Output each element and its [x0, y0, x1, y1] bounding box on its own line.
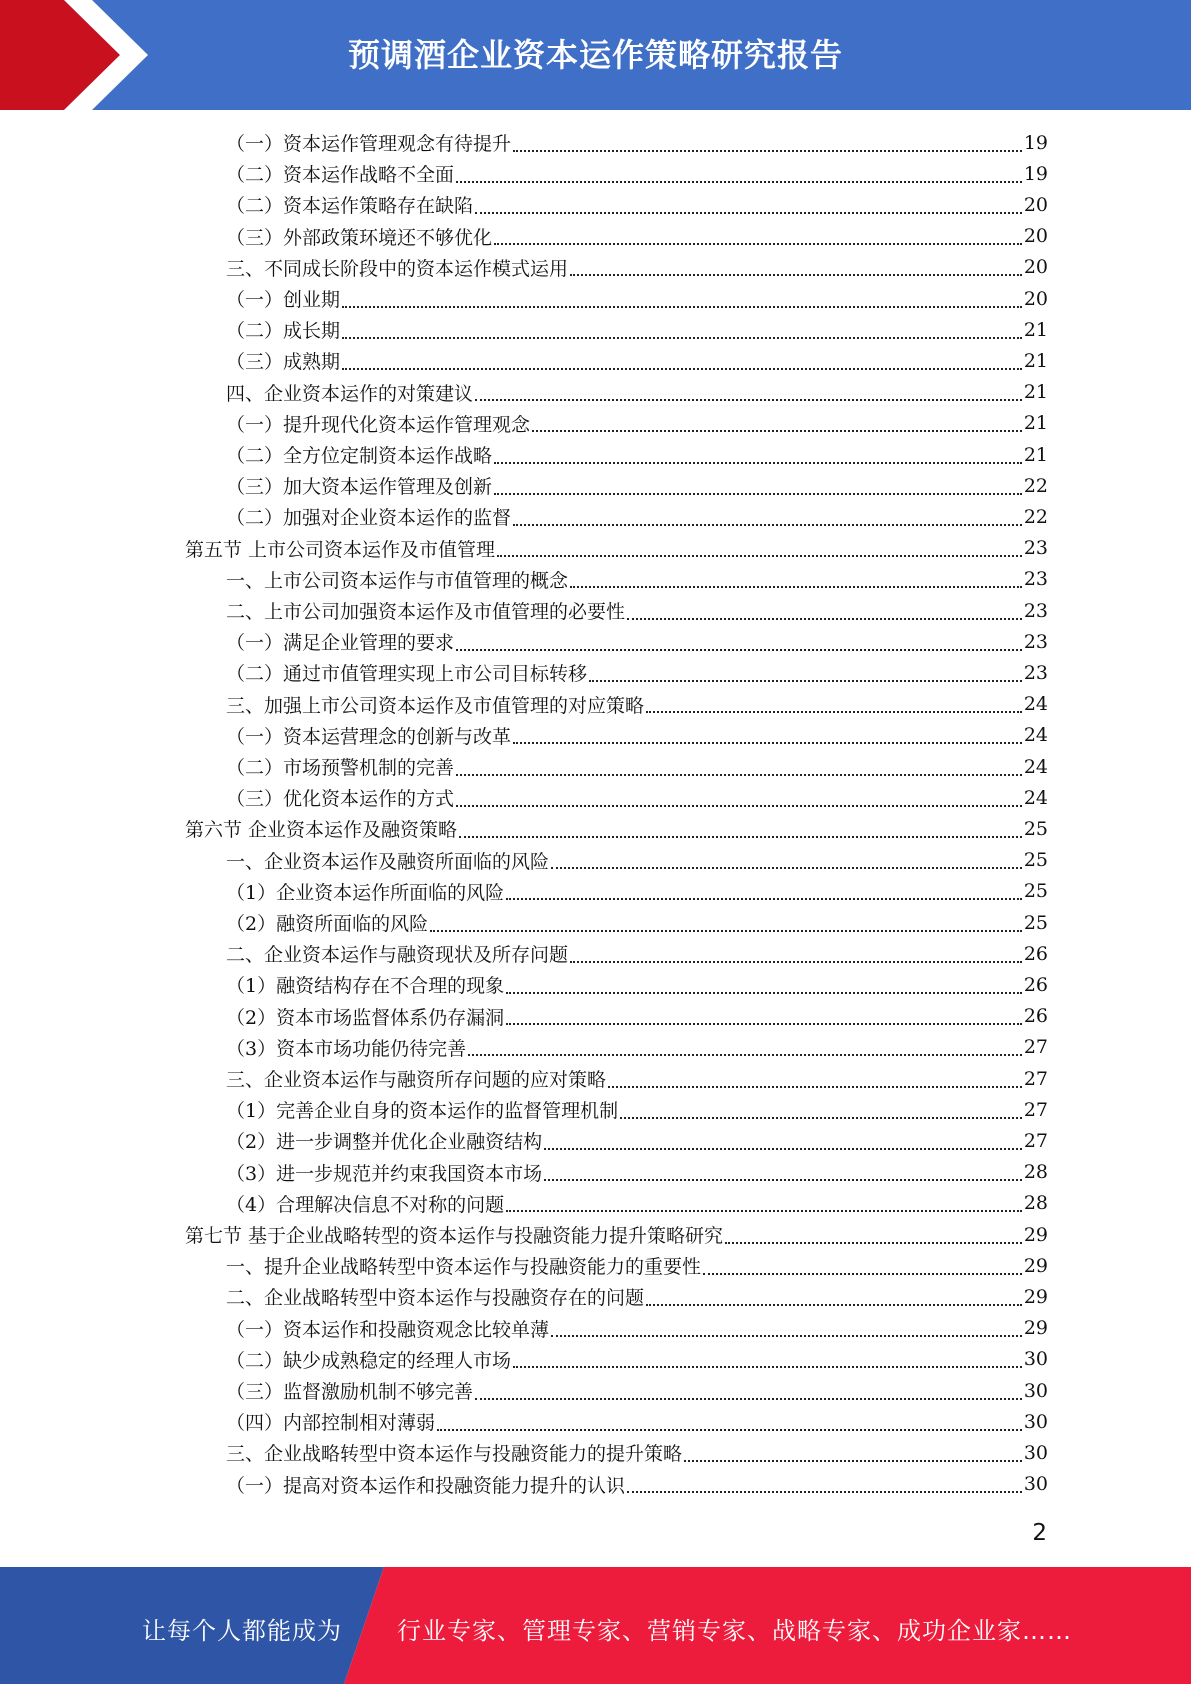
- toc-entry[interactable]: [226, 564, 1048, 595]
- toc-entry-page: 26: [1023, 942, 1048, 965]
- toc-leader-dots: [437, 1429, 1022, 1431]
- toc-entry[interactable]: [226, 1063, 1048, 1094]
- toc-entry-label: 一、上市公司资本运作与市值管理的概念: [226, 569, 569, 592]
- toc-leader-dots: [513, 524, 1022, 526]
- toc-leader-dots: [646, 1304, 1022, 1306]
- toc-entry-page: 23: [1023, 599, 1048, 622]
- toc-entry-label: （一）创业期: [226, 289, 341, 311]
- toc-leader-dots: [456, 774, 1022, 776]
- toc-entry-page: 22: [1023, 505, 1048, 528]
- toc-entry[interactable]: [226, 1437, 1048, 1468]
- toc-entry-page: 30: [1023, 1379, 1048, 1402]
- toc-leader-dots: [570, 274, 1022, 276]
- toc-entry-label: 四、企业资本运作的对策建议: [226, 382, 474, 405]
- toc-entry[interactable]: [226, 283, 1048, 314]
- toc-entry[interactable]: [226, 969, 1048, 1000]
- toc-leader-dots: [494, 462, 1022, 464]
- toc-entry-label: （二）资本运作策略存在缺陷: [226, 195, 474, 218]
- toc-leader-dots: [468, 1054, 1022, 1056]
- toc-entry-label: （二）缺少成熟稳定的经理人市场: [226, 1349, 512, 1372]
- toc-entry-label: 一、企业资本运作及融资所面临的风险: [226, 850, 550, 873]
- toc-leader-dots: [456, 181, 1022, 183]
- toc-entry-label: （4）合理解决信息不对称的问题: [226, 1193, 505, 1216]
- toc-entry[interactable]: [226, 1001, 1048, 1032]
- toc-entry-page: 26: [1023, 973, 1048, 996]
- toc-leader-dots: [544, 1148, 1022, 1150]
- toc-entry[interactable]: [226, 1469, 1048, 1500]
- page-footer: [0, 1567, 1191, 1684]
- toc-leader-dots: [475, 1398, 1022, 1400]
- toc-leader-dots: [703, 1273, 1022, 1275]
- page-number: 2: [1032, 1520, 1047, 1546]
- toc-entry-page: 25: [1023, 911, 1048, 934]
- toc-entry-page: 29: [1023, 1285, 1048, 1308]
- toc-entry-label: （二）通过市值管理实现上市公司目标转移: [226, 663, 588, 686]
- toc-leader-dots: [589, 680, 1022, 682]
- toc-entry-page: 27: [1023, 1036, 1048, 1059]
- toc-entry-label: （一）提高对资本运作和投融资能力提升的认识: [226, 1474, 626, 1497]
- document-title: 预调酒企业资本运作策略研究报告: [347, 36, 843, 74]
- toc-leader-dots: [342, 306, 1022, 308]
- toc-leader-dots: [725, 1242, 1022, 1244]
- toc-entry[interactable]: [226, 189, 1048, 220]
- toc-entry[interactable]: [226, 1406, 1048, 1437]
- toc-entry-page: 20: [1023, 287, 1048, 310]
- toc-entry-label: （一）资本运作和投融资观念比较单薄: [226, 1318, 550, 1341]
- toc-entry[interactable]: [226, 252, 1048, 283]
- toc-entry-label: （1）融资结构存在不合理的现象: [226, 975, 505, 998]
- toc-entry-label: （三）监督激励机制不够完善: [226, 1381, 474, 1403]
- toc-leader-dots: [506, 1210, 1022, 1212]
- toc-leader-dots: [430, 930, 1022, 932]
- toc-entry-page: 24: [1023, 724, 1048, 747]
- toc-entry-page: 28: [1023, 1192, 1048, 1215]
- toc-entry-label: 三、不同成长阶段中的资本运作模式运用: [226, 257, 569, 280]
- toc-entry-label: （三）成熟期: [226, 351, 341, 374]
- toc-leader-dots: [342, 337, 1022, 339]
- toc-entry-label: （2）进一步调整并优化企业融资结构: [226, 1131, 543, 1154]
- toc-entry-label: 三、企业战略转型中资本运作与投融资能力的提升策略: [226, 1443, 683, 1466]
- toc-entry[interactable]: [226, 1281, 1048, 1312]
- toc-entry-page: 20: [1023, 256, 1048, 279]
- toc-entry-page: 26: [1023, 1005, 1048, 1028]
- toc-leader-dots: [513, 150, 1022, 152]
- toc-leader-dots: [627, 1491, 1022, 1493]
- toc-entry[interactable]: [226, 127, 1048, 158]
- toc-entry[interactable]: [185, 533, 1048, 564]
- toc-entry-page: 22: [1023, 474, 1048, 497]
- toc-entry-page: 28: [1023, 1161, 1048, 1184]
- toc-entry-label: 第六节 企业资本运作及融资策略: [185, 819, 458, 842]
- toc-entry-label: （2）融资所面临的风险: [226, 913, 429, 935]
- toc-entry[interactable]: [226, 720, 1048, 751]
- toc-entry-page: 27: [1023, 1129, 1048, 1152]
- toc-entry-label: （一）资本运作管理观念有待提升: [226, 133, 512, 155]
- toc-entry-page: 21: [1023, 381, 1048, 404]
- toc-entry-page: 19: [1023, 131, 1048, 154]
- toc-leader-dots: [475, 212, 1022, 214]
- toc-entry[interactable]: [226, 782, 1048, 813]
- toc-entry-label: （3）进一步规范并约束我国资本市场: [226, 1162, 543, 1185]
- toc-entry-label: （三）优化资本运作的方式: [226, 788, 455, 811]
- toc-entry-label: 第五节 上市公司资本运作及市值管理: [185, 538, 496, 561]
- toc-leader-dots: [456, 805, 1022, 807]
- toc-entry[interactable]: [226, 1032, 1048, 1063]
- toc-entry[interactable]: [226, 626, 1048, 657]
- toc-entry-page: 25: [1023, 817, 1048, 840]
- toc-entry-label: （一）提升现代化资本运作管理观念: [226, 413, 531, 436]
- toc-entry[interactable]: [226, 938, 1048, 969]
- toc-entry-page: 23: [1023, 537, 1048, 560]
- toc-entry-page: 30: [1023, 1441, 1048, 1464]
- toc-entry[interactable]: [185, 813, 1048, 844]
- toc-entry-page: 30: [1023, 1410, 1048, 1433]
- toc-entry-label: （3）资本市场功能仍待完善: [226, 1037, 467, 1060]
- page-header: [0, 0, 1191, 110]
- toc-entry-page: 29: [1023, 1223, 1048, 1246]
- toc-leader-dots: [544, 1179, 1022, 1181]
- toc-leader-dots: [456, 649, 1022, 651]
- toc-leader-dots: [551, 867, 1022, 869]
- toc-entry-label: （2）资本市场监督体系仍存漏洞: [226, 1006, 505, 1029]
- toc-entry-page: 20: [1023, 193, 1048, 216]
- toc-entry-page: 24: [1023, 755, 1048, 778]
- toc-entry-label: （1）完善企业自身的资本运作的监督管理机制: [226, 1100, 619, 1123]
- toc-leader-dots: [646, 711, 1022, 713]
- toc-entry[interactable]: [185, 1219, 1048, 1250]
- toc-entry-label: （四）内部控制相对薄弱: [226, 1412, 436, 1435]
- toc-entry-page: 27: [1023, 1098, 1048, 1121]
- toc-entry-label: 三、加强上市公司资本运作及市值管理的对应策略: [226, 694, 645, 717]
- toc-entry[interactable]: [226, 657, 1048, 688]
- toc-leader-dots: [342, 368, 1022, 370]
- toc-entry-page: 23: [1023, 568, 1048, 591]
- toc-leader-dots: [551, 1335, 1022, 1337]
- toc-leader-dots: [608, 1086, 1022, 1088]
- toc-entry-label: （二）资本运作战略不全面: [226, 164, 455, 187]
- toc-entry-page: 27: [1023, 1067, 1048, 1090]
- toc-leader-dots: [570, 586, 1022, 588]
- toc-leader-dots: [532, 430, 1022, 432]
- toc-entry-page: 21: [1023, 412, 1048, 435]
- toc-leader-dots: [513, 742, 1022, 744]
- toc-entry-label: 二、企业资本运作与融资现状及所存问题: [226, 944, 569, 967]
- toc-entry-page: 20: [1023, 225, 1048, 248]
- toc-leader-dots: [459, 836, 1022, 838]
- toc-entry[interactable]: [226, 876, 1048, 907]
- toc-leader-dots: [506, 992, 1022, 994]
- toc-entry[interactable]: [226, 1188, 1048, 1219]
- toc-leader-dots: [620, 1117, 1022, 1119]
- toc-entry[interactable]: [226, 1313, 1048, 1344]
- toc-entry-label: （二）全方位定制资本运作战略: [226, 445, 493, 467]
- toc-entry[interactable]: [226, 314, 1048, 345]
- toc-entry[interactable]: [226, 907, 1048, 938]
- toc-leader-dots: [684, 1460, 1022, 1462]
- toc-entry[interactable]: [226, 439, 1048, 470]
- toc-entry[interactable]: [226, 1094, 1048, 1125]
- toc-entry-label: 第七节 基于企业战略转型的资本运作与投融资能力提升策略研究: [185, 1225, 724, 1247]
- toc-leader-dots: [627, 618, 1022, 620]
- toc-entry-label: （1）企业资本运作所面临的风险: [226, 881, 505, 904]
- toc-entry-page: 24: [1023, 693, 1048, 716]
- toc-entry-page: 19: [1023, 162, 1048, 185]
- toc-entry-label: （三）加大资本运作管理及创新: [226, 476, 493, 499]
- toc-entry[interactable]: [226, 1250, 1048, 1281]
- toc-entry[interactable]: [226, 1125, 1048, 1156]
- toc-entry[interactable]: [226, 158, 1048, 189]
- toc-leader-dots: [513, 1366, 1022, 1368]
- toc-entry[interactable]: [226, 845, 1048, 876]
- toc-entry-page: 29: [1023, 1254, 1048, 1277]
- toc-entry-label: 二、上市公司加强资本运作及市值管理的必要性: [226, 601, 626, 623]
- toc-entry[interactable]: [226, 1375, 1048, 1406]
- toc-entry-page: 25: [1023, 880, 1048, 903]
- toc-entry[interactable]: [226, 1344, 1048, 1375]
- toc-entry[interactable]: [226, 595, 1048, 626]
- toc-entry-label: （二）加强对企业资本运作的监督: [226, 507, 512, 530]
- toc-leader-dots: [497, 555, 1022, 557]
- toc-entry-page: 25: [1023, 849, 1048, 872]
- toc-entry-label: （一）满足企业管理的要求: [226, 632, 455, 655]
- toc-leader-dots: [506, 898, 1022, 900]
- toc-entry[interactable]: [226, 751, 1048, 782]
- footer-slogan-left: 让每个人都能成为: [142, 1617, 342, 1645]
- toc-entry-label: 三、企业资本运作与融资所存问题的应对策略: [226, 1069, 607, 1091]
- footer-slogan-right: 行业专家、管理专家、营销专家、战略专家、成功企业家……: [397, 1617, 1072, 1645]
- toc-entry[interactable]: [226, 1157, 1048, 1188]
- toc-entry[interactable]: [226, 501, 1048, 532]
- toc-entry[interactable]: [226, 408, 1048, 439]
- toc-entry-label: （一）资本运营理念的创新与改革: [226, 725, 512, 748]
- toc-entry[interactable]: [226, 470, 1048, 501]
- toc-entry-label: （二）市场预警机制的完善: [226, 757, 455, 779]
- toc-entry-page: 29: [1023, 1317, 1048, 1340]
- toc-entry-page: 30: [1023, 1473, 1048, 1496]
- toc-entry-page: 23: [1023, 630, 1048, 653]
- toc-entry-page: 21: [1023, 318, 1048, 341]
- toc-entry-page: 24: [1023, 786, 1048, 809]
- toc-leader-dots: [506, 1023, 1022, 1025]
- toc-entry-page: 21: [1023, 349, 1048, 372]
- toc-leader-dots: [494, 493, 1022, 495]
- toc-entry-label: 二、企业战略转型中资本运作与投融资存在的问题: [226, 1287, 645, 1310]
- toc-entry-label: （二）成长期: [226, 320, 341, 343]
- toc-entry[interactable]: [226, 345, 1048, 376]
- toc-entry[interactable]: [226, 377, 1048, 408]
- toc-leader-dots: [570, 961, 1022, 963]
- toc-entry-page: 23: [1023, 661, 1048, 684]
- toc-leader-dots: [475, 399, 1022, 401]
- toc-entry-page: 21: [1023, 443, 1048, 466]
- toc-entry-label: 一、提升企业战略转型中资本运作与投融资能力的重要性: [226, 1256, 702, 1279]
- toc-entry-label: （三）外部政策环境还不够优化: [226, 226, 493, 249]
- toc-entry[interactable]: [226, 689, 1048, 720]
- toc-entry-page: 30: [1023, 1348, 1048, 1371]
- toc-leader-dots: [494, 243, 1022, 245]
- toc-entry[interactable]: [226, 221, 1048, 252]
